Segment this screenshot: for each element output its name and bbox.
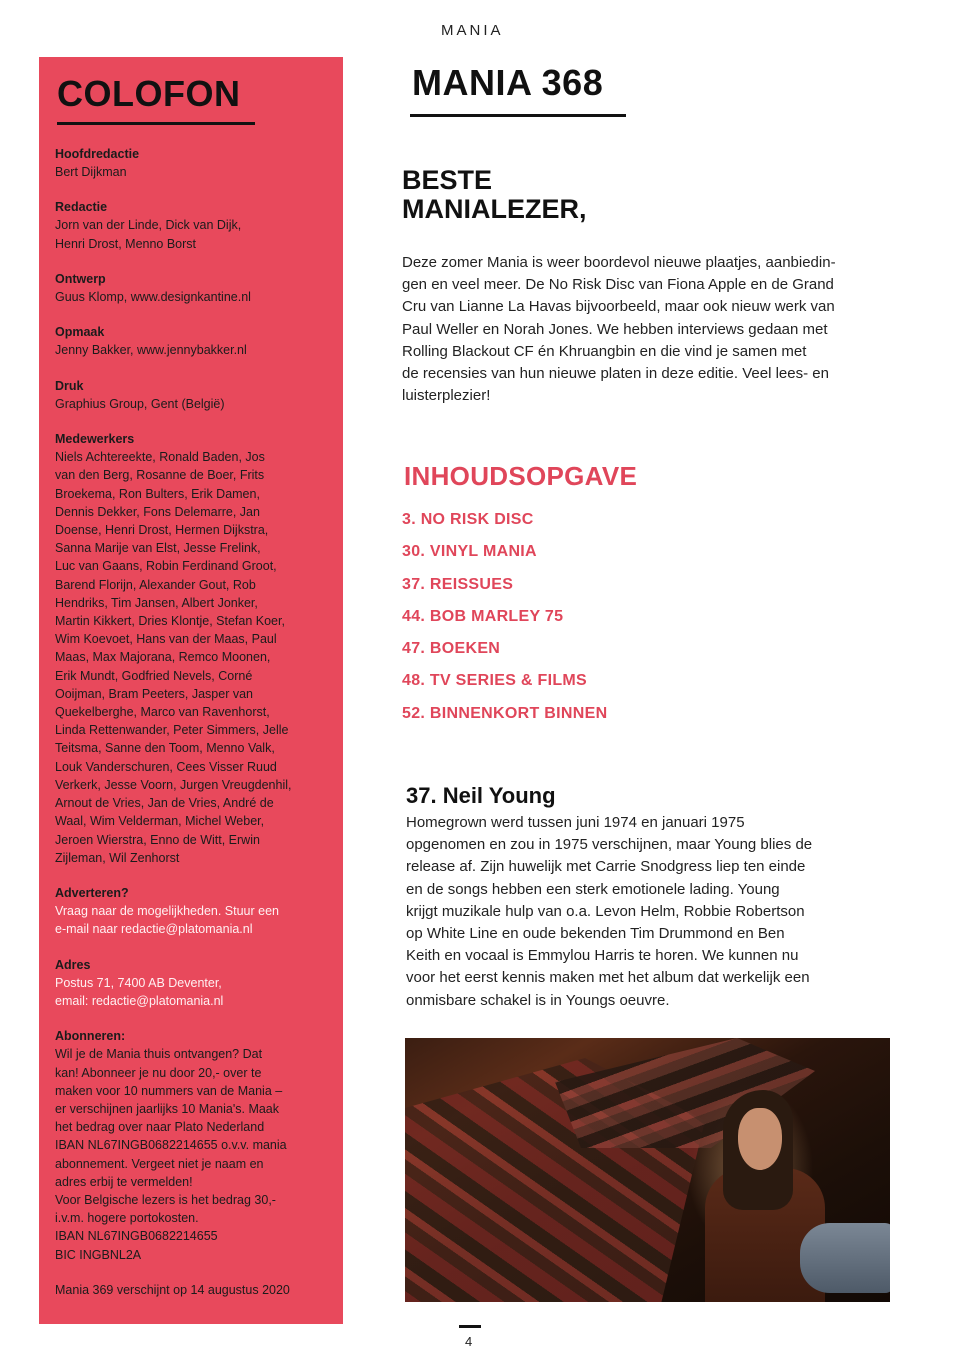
colofon-section-abonneren: [55, 1027, 327, 1264]
section-heading: Druk: [55, 378, 84, 393]
toc-item: 52. BINNENKORT BINNEN: [402, 704, 608, 722]
page-number: 4: [465, 1334, 473, 1349]
greeting-heading: BESTE MANIALEZER,: [402, 165, 587, 224]
section-heading: Redactie: [55, 200, 108, 215]
neil-young-photo: [405, 1038, 890, 1302]
section-text: Graphius Group, Gent (België): [55, 396, 225, 411]
figure-leg: [800, 1223, 890, 1293]
colofon-section-adverteren: [55, 884, 327, 939]
section-heading: Adverteren?: [55, 885, 129, 900]
toc-title: INHOUDSOPGAVE: [404, 461, 638, 491]
section-text: Wil je de Mania thuis ontvangen? Dat kan! Abonneer je nu door 20,- over te maken voor 10 nummers van de Mania – er verschijnen jaarlijks 10 Mania's. Maak het bedrag over naar Plato Nederland IBAN NL67INGB0682214655 o.v.v. mania abonnement. Vergeet niet je naam en adres erbij te vermelden! Voor Belgische lezers is het bedrag 30,- i.v.m. hogere portokosten. IBAN NL67INGB0682214655 BIC INGBNL2A: [55, 1047, 287, 1262]
toc-item: 30. VINYL MANIA: [402, 543, 537, 561]
section-text: Guus Klomp, www.designkantine.nl: [55, 290, 251, 305]
toc-item: 3. NO RISK DISC: [402, 511, 534, 528]
section-text: Vraag naar de mogelijkheden. Stuur een e-mail naar redactie@platomania.nl: [55, 904, 279, 937]
section-heading: Hoofdredactie: [55, 146, 140, 161]
section-text: Niels Achtereekte, Ronald Baden, Jos van den Berg, Rosanne de Boer, Frits Broekema, Ron Bulters, Erik Damen, Dennis Dekker, Fons Delemarre, Jan Doense, Henri Drost, Hermen Dijkstra, Sanna Marije van Elst, Jesse Frelink, Luc van Gaans, Robin Ferdinand Groot, Barend Florijn, Alexander Gout, Rob Hendriks, Tim Jansen, Albert Jonker, Martin Kikkert, Dries Klontje, Stefan Koer, Wim Koevoet, Hans van der Maas, Paul Maas, Max Majorana, Remco Moonen, Erik Mundt, Godfried Nevels, Corné Ooijman, Bram Peeters, Jasper van Quekelberghe, Marco van Ravenhorst, Linda Rettenwander, Peter Simmers, Jelle Teitsma, Sanne den Toom, Menno Valk, Louk Vanderschuren, Cees Visser Ruud Verkerk, Jesse Voorn, Jurgen Vreugdenhil, Arnout de Vries, Jan de Vries, André de Waal, Wim Velderman, Michel Weber, Jeroen Wierstra, Enno de Witt, Erwin Zijleman, Wil Zenhorst: [55, 450, 292, 865]
section-heading: Opmaak: [55, 325, 105, 340]
colofon-section-ontwerp: [55, 270, 327, 306]
toc-item: 47. BOEKEN: [402, 640, 501, 658]
intro-paragraph: Deze zomer Mania is weer boordevol nieuwe plaatjes, aanbiedin- gen en veel meer. De No Risk Disc van Fiona Apple en de Grand Cru van Lianne La Havas bijvoorbeeld, maar ook nieuw werk van Paul Weller en Norah Jones. We hebben interviews gedaan met Rolling Blackout CF én Khruangbin en die vind je samen met de recensies van hun nieuwe platen in deze editie. Veel lees- en luisterplezier!: [402, 254, 836, 405]
colofon-section-adres: [55, 956, 327, 1011]
section-text: Jorn van der Linde, Dick van Dijk, Henri Drost, Menno Borst: [55, 218, 242, 251]
section-text: Jenny Bakker, www.jennybakker.nl: [55, 343, 247, 358]
next-issue-note: Mania 369 verschijnt op 14 augustus 2020: [55, 1282, 290, 1297]
colofon-section-redactie: [55, 198, 327, 253]
colofon-section-druk: [55, 377, 327, 413]
feature-body: Homegrown werd tussen juni 1974 en januari 1975 opgenomen en zou in 1975 verschijnen, maar Young blies de release af. Zijn huwelijk met Carrie Snodgress liep ten einde en de songs hebben een sterk emotionele lading. Young krijgt muzikale hulp van o.a. Levon Helm, Robbie Robertson op White Line en oude bekenden Tim Drummond en Ben Keith en vocaal is Emmylou Harris te horen. We kunnen nu voor het eerst kennis maken met het album dat werkelijk een onmisbare schakel is in Youngs oeuvre.: [406, 814, 813, 1009]
section-heading: Ontwerp: [55, 271, 106, 286]
toc-item: 37. REISSUES: [402, 575, 514, 593]
issue-title: MANIA 368: [412, 62, 604, 103]
colofon-sections: [55, 145, 327, 1299]
colofon-sidebar: [39, 57, 343, 1324]
figure-face: [738, 1108, 782, 1170]
toc-item: 44. BOB MARLEY 75: [402, 607, 564, 625]
colofon-section-medewerkers: [55, 430, 327, 867]
section-heading: Medewerkers: [55, 432, 135, 447]
section-heading: Abonneren:: [55, 1029, 126, 1044]
colofon-section-hoofdredactie: [55, 145, 327, 181]
section-text: Bert Dijkman: [55, 165, 127, 179]
section-text: Postus 71, 7400 AB Deventer, email: redactie@platomania.nl: [55, 975, 224, 1008]
issue-title-rule: [410, 114, 626, 117]
colofon-rule: [57, 122, 255, 125]
colofon-title: COLOFON: [57, 73, 241, 114]
section-heading: Adres: [55, 957, 91, 972]
toc-list: [402, 509, 607, 735]
page-number-rule: [459, 1325, 481, 1328]
colofon-section-opmaak: [55, 323, 327, 359]
running-head: MANIA: [441, 22, 504, 39]
feature-title: 37. Neil Young: [406, 783, 556, 808]
toc-item: 48. TV SERIES & FILMS: [402, 672, 588, 690]
